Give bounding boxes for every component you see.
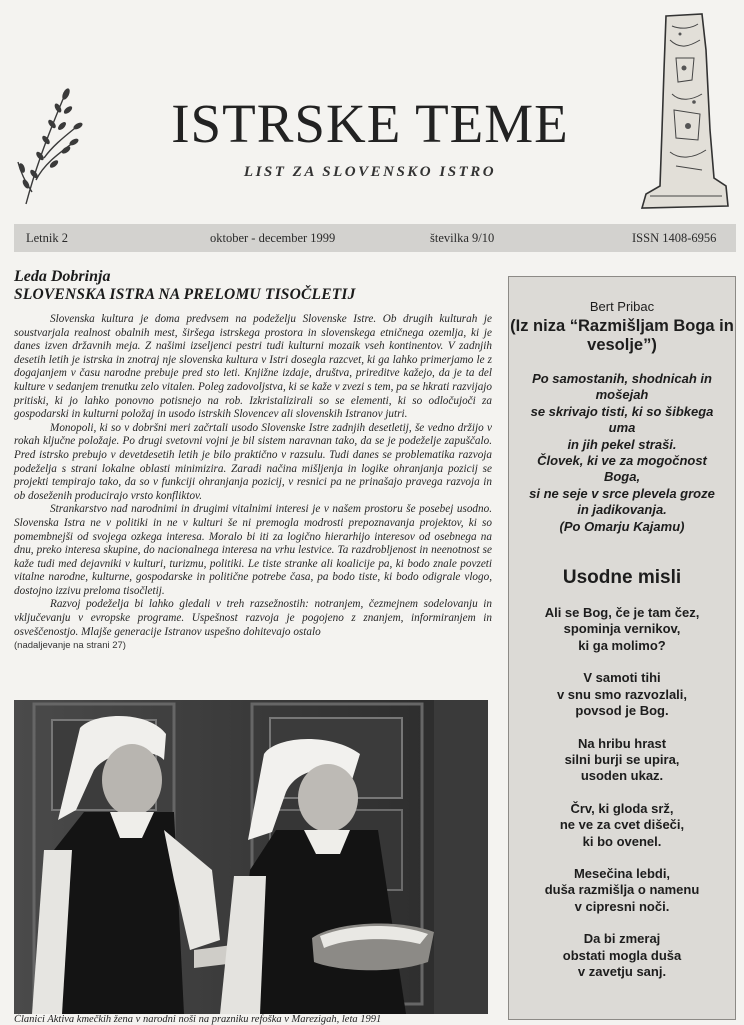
- photo-women-in-folk-costume-icon: [14, 700, 488, 1014]
- haiku-stanza: [509, 866, 735, 915]
- article-paragraph: Razvoj podeželja bi lahko gledali v treh razsežnostih: notranjem, čezmejnem sodelovanju in vključevanju v evropske programe. Uspešnost razvoja je pogojeno z znanjem, informiranjem in osveščenostjo. Mlajše generacije Istranov uspešno dohitevajo ostalo: [14, 598, 492, 638]
- haiku-stanza: [509, 931, 735, 980]
- haiku-stanza: [509, 801, 735, 850]
- haiku-line: V samoti tihi: [583, 670, 661, 686]
- haiku-line: usoden ukaz.: [580, 768, 664, 784]
- poem-line: Človek, ki ve za mogočnost: [537, 453, 707, 469]
- poem-sidebar: [508, 276, 736, 1020]
- poem-title: (Iz niza “Razmišljam Boga in vesolje”): [510, 317, 734, 354]
- volume-label: Letnik 2: [26, 231, 69, 245]
- article-photo: [14, 700, 488, 1014]
- poem-line: uma: [608, 420, 636, 436]
- haiku-line: Na hribu hrast: [577, 735, 667, 751]
- haiku-line: obstati mogla duša: [562, 947, 682, 963]
- poem-line: se skrivajo tisti, ki so šibkega: [530, 403, 714, 419]
- article-headline: SLOVENSKA ISTRA NA PRELOMU TISOČLETIJ: [14, 286, 356, 303]
- poem-line: mošejah: [595, 387, 649, 403]
- haiku-line: spominja vernikov,: [563, 621, 681, 637]
- issue-date: oktober - december 1999: [210, 231, 336, 245]
- haiku-line: duša razmišlja o namenu: [544, 882, 700, 898]
- haiku-line: povsod je Bog.: [575, 703, 669, 719]
- issue-info-bar: [14, 224, 736, 252]
- article-author: Leda Dobrinja: [14, 268, 111, 285]
- haiku-line: ki bo ovenel.: [582, 833, 662, 849]
- continued-note: (nadaljevanje na strani 27): [14, 640, 126, 652]
- article-paragraph: Strankarstvo nad narodnimi in drugimi vitalnimi interesi je v našem prostoru še posebej usodno. Slovenska Istra ne v politiki in ne v kulturi še ni premogla modrosti prepoznavanja projektov, ki so pomembnejši od svojega ozkega interesa. Moralo bi iti za logično hierarhijo interesov od osebnega na dnu, preko interesa skupine, do nacionalnega interesa na vrhu lestvice. Ta razdrobljenost in neenotnost se kaže tudi med dejavniki v kulturi, turizmu, politiki. Le tiste stranke ali koalicije pa, ki bodo znale povzeti vitalne narodne, kulturne, gospodarske in politične potrebe časa, pa bodo tiste, ki bodo odigrale vlogo, dostojno izzivu preloma tisočletij.: [14, 503, 492, 597]
- article-paragraph: Monopoli, ki so v dobršni meri začrtali usodo Slovenske Istre zadnjih desetletij, še vedno držijo v rokah ključne položaje. Po drugi svetovni vojni je bil sistem naravnan tako, da se je podeželje zapuščalo. Pred istrsko prebujo v devetdesetih letih je bilo praktično v razsulu. Tudi danes se problematika razvoja podeželja s strani lokalne oblasti minimizira. Zaradi načina mišljenja in logike ohranjanja pozicij se projekti tempirajo tako, da so v funkciji ohranjanja pozicij, v resnici pa ne prinašajo pravega razvoja in ob doseženih producirajo vrsto konfliktov.: [14, 421, 492, 502]
- poem-line: si ne seje v srce plevela groze: [529, 485, 715, 501]
- section-title-usodne-misli: Usodne misli: [562, 567, 682, 589]
- haiku-line: v snu smo razvozlali,: [556, 686, 688, 702]
- haiku-line: Ali se Bog, če je tam čez,: [544, 605, 700, 621]
- article-paragraph: Slovenska kultura je doma predvsem na podeželju Slovenske Istre. Ob drugih kulturah je soustvarjala realnost obalnih mest, širšega istrskega prostora in slovenskega etničnega ozemlja, ki je danes izven državnih meja. Z našimi izseljenci pestri tudi kulturni mozaik vseh kontinentov. V zadnjih desetih letih je istrska in znotraj nje slovenska kultura v Istri dosegla razcvet, ki ga lahko primerjamo le z dogajanjem v času narodne prebuje pred sto leti. Knjižne izdaje, društva, prireditve kažejo, da je ta del kulture v sedanjem trenutku zelo vitalen. Poleg zadovoljstva, ki se kaže v zvezi s tem, pa se hkrati razvijajo pritiski, ki jo lahko ponovno potisnejo na rob. Izkristalizirali so se elementi, ki so odločujoči za gospodarski in kulturni položaj in usodo istrskih Slovencev ali slovenskih Istranov jutri.: [14, 313, 492, 421]
- haiku-line: v zavetju sanj.: [577, 963, 667, 979]
- haiku-stanza: [509, 736, 735, 785]
- haiku-line: silni burji se upira,: [564, 751, 680, 767]
- haiku-line: v cipresni noči.: [574, 898, 670, 914]
- carved-stone-illustration-icon: [636, 10, 734, 212]
- poem-author: Bert Pribac: [589, 299, 655, 314]
- poem-lines: [509, 371, 735, 535]
- herb-plant-illustration-icon: [14, 84, 86, 206]
- poem-line: in jih pekel straši.: [567, 436, 677, 452]
- haiku-stanza: [509, 605, 735, 654]
- main-article: [14, 268, 492, 651]
- photo-caption: Članici Aktiva kmečkih žena v narodni noši na prazniku refoška v Marezigah, leta 1991: [14, 1014, 382, 1025]
- poem-line: Boga,: [603, 469, 641, 485]
- poem-line: (Po Omarju Kajamu): [559, 518, 685, 534]
- masthead: [0, 0, 744, 218]
- article-body: [14, 313, 492, 651]
- issue-number: številka 9/10: [430, 231, 495, 245]
- haiku-line: ki ga molimo?: [578, 637, 666, 653]
- poem-line: Po samostanih, shodnicah in: [532, 371, 712, 386]
- haiku-line: Da bi zmeraj: [583, 931, 661, 947]
- poem-line: in jadikovanja.: [577, 502, 667, 518]
- haiku-stanza: [509, 670, 735, 719]
- newspaper-subtitle: LIST ZA SLOVENSKO ISTRO: [243, 164, 497, 180]
- newspaper-title: ISTRSKE TEME: [171, 93, 569, 154]
- haiku-line: Mesečina lebdi,: [573, 865, 671, 881]
- issn-number: ISSN 1408-6956: [632, 231, 717, 245]
- haiku-line: Črv, ki gloda srž,: [570, 800, 674, 816]
- haiku-line: ne ve za cvet dišeči,: [559, 817, 685, 833]
